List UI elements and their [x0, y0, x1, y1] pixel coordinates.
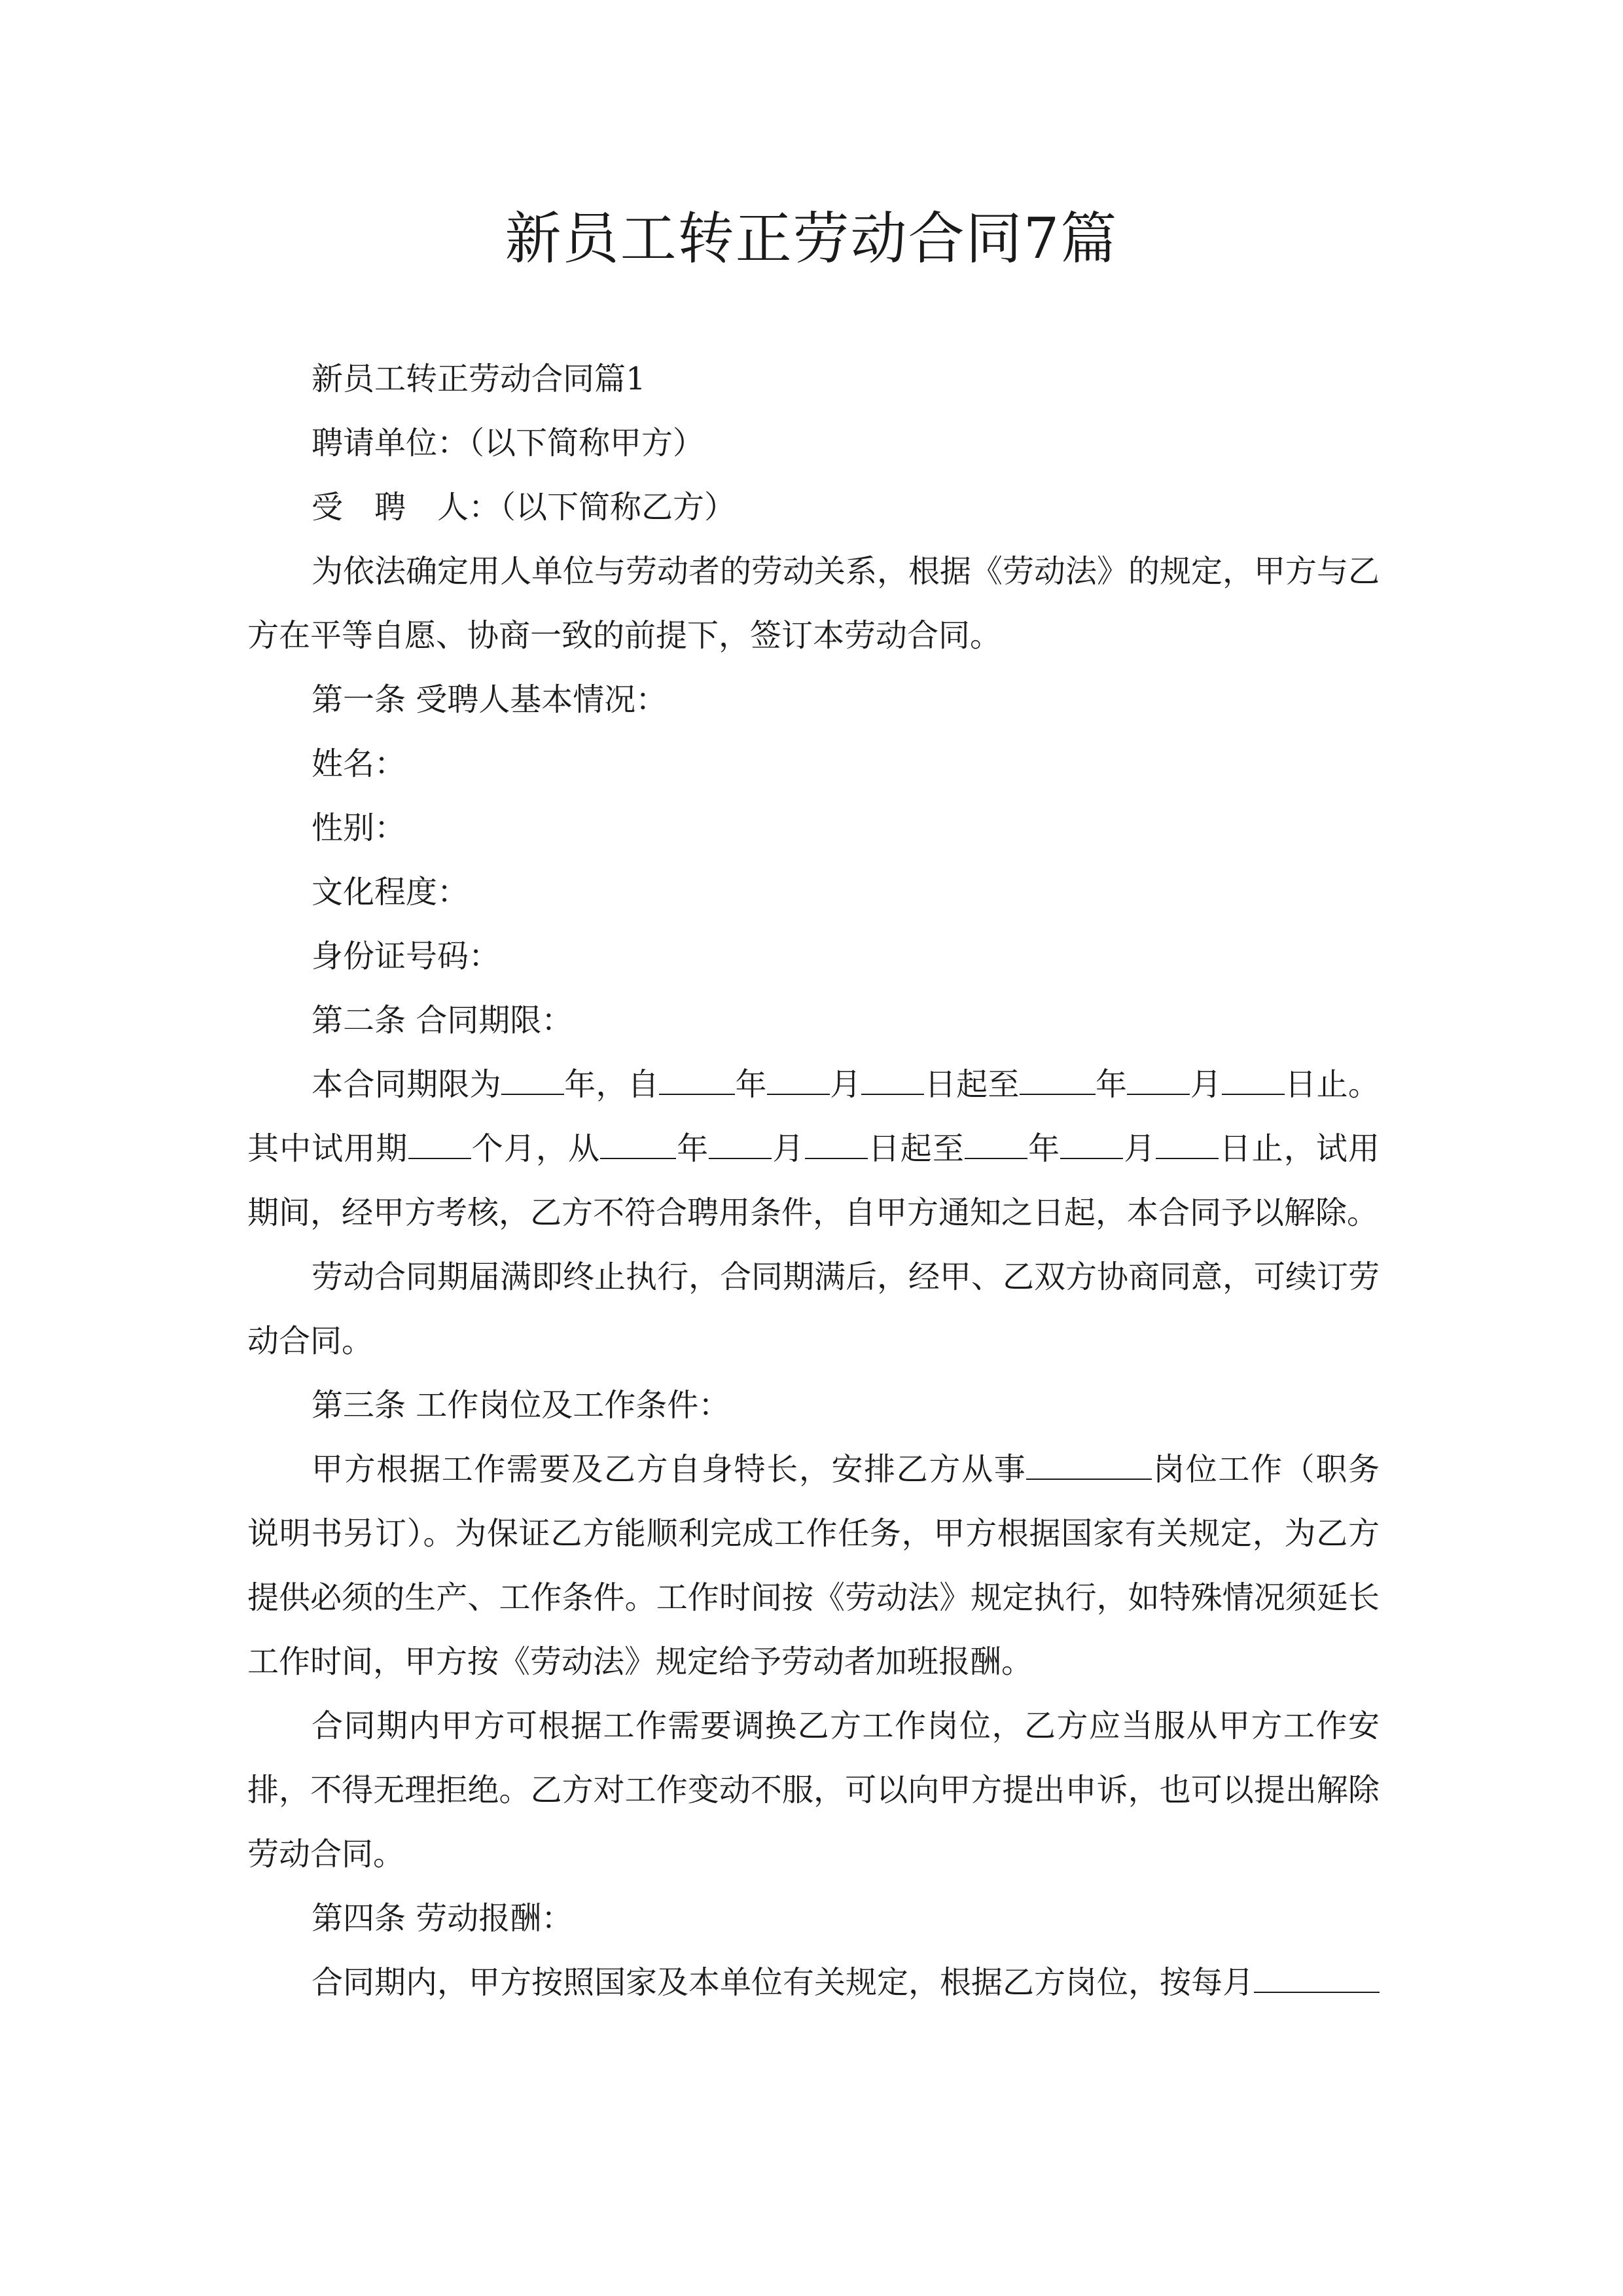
intro-paragraph: 为依法确定用人单位与劳动者的劳动关系，根据《劳动法》的规定，甲方与乙方在平等自愿、协商一致的前提下，签订本劳动合同。: [247, 553, 1380, 654]
blank-line: [1222, 1065, 1285, 1095]
blank-line: [1254, 1963, 1380, 1993]
post-text: 甲方根据工作需要及乙方自身特长，安排乙方从事: [312, 1451, 1027, 1488]
term-paragraph: [247, 1052, 1380, 1245]
term-text: 月: [1190, 1066, 1222, 1103]
blank-line: [659, 1065, 735, 1095]
term-text: 月: [1123, 1130, 1156, 1167]
education-field: 文化程度：: [312, 874, 469, 910]
employer-line: 聘请单位：（以下简称甲方）: [312, 425, 705, 461]
employee-line: 受 聘 人：（以下简称乙方）: [312, 489, 736, 526]
blank-line: [1156, 1129, 1219, 1159]
blank-line: [965, 1129, 1027, 1159]
blank-line: [1060, 1129, 1123, 1159]
term-text: 年: [1027, 1130, 1061, 1167]
term-text: 年: [676, 1130, 709, 1167]
blank-line: [709, 1129, 772, 1159]
post-text: 岗位工作（职务说明书另订）。为保证乙方能顺利完成工作任务，甲方根据国家有关规定，为乙方提供必须的生产、工作条件。工作时间按《劳动法》规定执行，如特殊情况须延长工作时间，甲方按《劳动法》规定给予劳动者加班报酬。: [247, 1451, 1380, 1680]
article-3-heading: 第三条 工作岗位及工作条件：: [312, 1387, 730, 1424]
term-text: 月: [829, 1066, 862, 1103]
blank-line: [805, 1129, 868, 1159]
article-4-heading: 第四条 劳动报酬：: [312, 1900, 573, 1937]
blank-line: [861, 1065, 924, 1095]
term-text: 日止，试用期间，经甲方考核，乙方不符合聘用条件，自甲方通知之日起，本合同予以解除。: [247, 1130, 1380, 1231]
section-heading: 新员工转正劳动合同篇1: [312, 361, 646, 397]
document-body: [247, 347, 1380, 2015]
term-text: 年，自: [563, 1066, 660, 1103]
post-paragraph: [247, 1437, 1380, 1694]
term-text: 本合同期限为: [312, 1066, 501, 1103]
term-text: 年: [1095, 1066, 1128, 1103]
pay-paragraph: [247, 1950, 1380, 2015]
term-text: 月: [772, 1130, 805, 1167]
blank-line: [1127, 1065, 1190, 1095]
blank-line: [1020, 1065, 1096, 1095]
blank-line: [408, 1129, 471, 1159]
pay-text: 合同期内，甲方按照国家及本单位有关规定，根据乙方岗位，按每月: [312, 1964, 1255, 2001]
name-field: 姓名：: [312, 745, 406, 782]
blank-line: [767, 1065, 830, 1095]
document-title: 新员工转正劳动合同7篇: [505, 206, 1118, 272]
term-text: 日起至: [924, 1066, 1020, 1103]
blank-line: [1026, 1450, 1152, 1480]
gender-field: 性别：: [312, 810, 406, 846]
blank-line: [501, 1065, 564, 1095]
transfer-paragraph: 合同期内甲方可根据工作需要调换乙方工作岗位，乙方应当服从甲方工作安排，不得无理拒绝。乙方对工作变动不服，可以向甲方提出申诉，也可以提出解除劳动合同。: [247, 1708, 1380, 1873]
term-text: 个月，从: [471, 1130, 601, 1167]
article-2-heading: 第二条 合同期限：: [312, 1002, 573, 1039]
id-number-field: 身份证号码：: [312, 938, 501, 975]
article-1-heading: 第一条 受聘人基本情况：: [312, 681, 668, 718]
term-text: 日起至: [867, 1130, 965, 1167]
blank-line: [600, 1129, 676, 1159]
term-text: 年: [735, 1066, 767, 1103]
term-text: 日止。其中试用期: [247, 1066, 1380, 1167]
renewal-paragraph: 劳动合同期届满即终止执行，合同期满后，经甲、乙双方协商同意，可续订劳动合同。: [247, 1259, 1380, 1359]
